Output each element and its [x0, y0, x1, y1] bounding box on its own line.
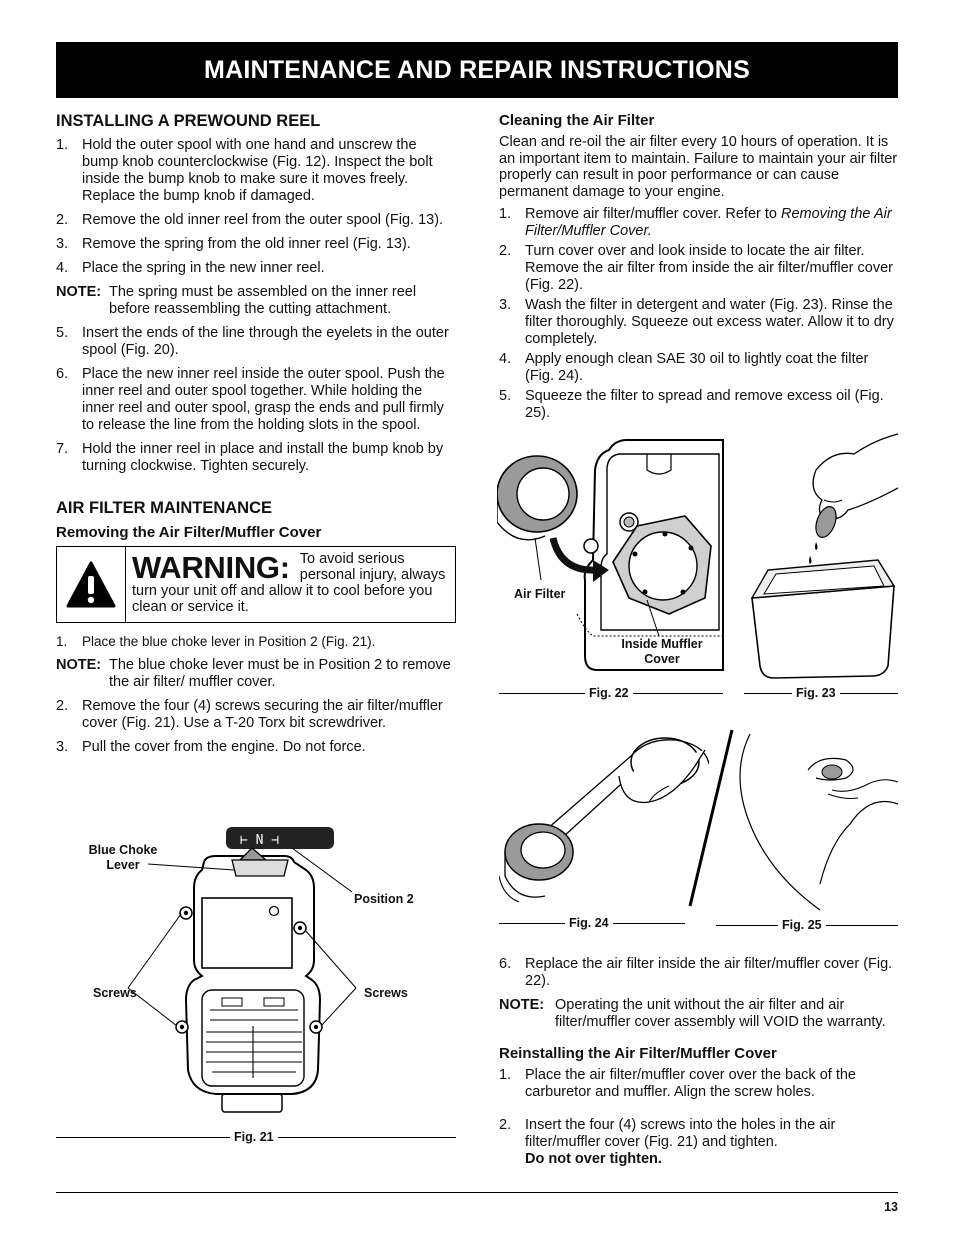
warranty-note: NOTE: Operating the unit without the air filter and air filter/muffler cover assembly will VOID the warranty. — [499, 997, 886, 1030]
prewound-heading: INSTALLING A PREWOUND REEL — [56, 112, 321, 130]
list-item: 3. Wash the filter in detergent and water (Fig. 23). Rinse the filter thoroughly. Squeeze out excess water. Allow it to dry completely. — [499, 297, 894, 347]
airfilter-subheading: Removing the Air Filter/Muffler Cover — [56, 524, 322, 541]
list-item: 3. Pull the cover from the engine. Do not force. — [56, 739, 366, 755]
list-item: 2. Turn cover over and look inside to locate the air filter. Remove the air filter from inside the air filter/muffler cover (Fig. 22). — [499, 243, 894, 293]
list-item: 5. Insert the ends of the line through the eyelets in the outer spool (Fig. 20). — [56, 325, 449, 358]
fig24-illustration — [499, 726, 709, 912]
list-item: 2. Remove the four (4) screws securing the air filter/muffler cover (Fig. 21). Use a T-20 Torx bit screwdriver. — [56, 698, 443, 731]
screws-right-label: Screws — [364, 986, 408, 1000]
page-number: 13 — [884, 1200, 898, 1214]
prewound-note: NOTE: The spring must be assembled on the inner reel before reassembling the cutting attachment. — [56, 284, 417, 317]
list-item: 1. Place the air filter/muffler cover over the back of the carburetor and muffler. Align the screw holes. — [499, 1067, 856, 1100]
warning-icon — [57, 547, 126, 622]
list-item: 5. Squeeze the filter to spread and remove excess oil (Fig. 25). — [499, 388, 884, 421]
fig23-caption: Fig. 23 — [744, 686, 898, 700]
list-item: 6. Replace the air filter inside the air filter/muffler cover (Fig. 22). — [499, 956, 893, 989]
inside-muffler-cover-label: Inside Muffler Cover — [621, 637, 703, 666]
reinstall-steps — [499, 1067, 899, 1168]
list-item: 6. Place the new inner reel inside the outer spool. Push the inner reel and outer spool together. While holding the inner reel and outer spool, grasp the ends and pull firmly to release the line from the holding slots in the spool. — [56, 366, 445, 433]
removing-steps — [56, 633, 456, 650]
footer-rule — [56, 1192, 898, 1193]
fig21-caption: Fig. 21 — [56, 1130, 456, 1144]
cleaning-step-6 — [499, 956, 899, 990]
cleaning-steps — [499, 206, 899, 422]
warning-text: WARNING: To avoid serious personal injury, always turn your unit off and allow it to cool before you clean or service it. — [132, 550, 446, 615]
fig24-caption: Fig. 24 — [499, 916, 685, 930]
page-header — [56, 42, 898, 98]
right-column — [499, 112, 899, 425]
list-item: 4. Apply enough clean SAE 30 oil to lightly coat the filter (Fig. 24). — [499, 351, 869, 384]
air-filter-label: Air Filter — [514, 587, 566, 601]
lower-right-text — [499, 956, 899, 1175]
list-item: 2. Remove the old inner reel from the outer spool (Fig. 13). — [56, 212, 444, 228]
cleaning-heading: Cleaning the Air Filter — [499, 112, 655, 129]
choke-note: NOTE: The blue choke lever must be in Position 2 to remove the air filter/ muffler cover. — [56, 657, 451, 690]
fig25-illustration — [720, 734, 900, 916]
list-item: 4. Place the spring in the new inner reel. — [56, 260, 325, 276]
blue-choke-label: Blue Choke Lever — [88, 843, 158, 872]
fig25-caption: Fig. 25 — [716, 918, 898, 932]
removing-steps-2 — [56, 698, 456, 756]
list-item: 1. Remove air filter/muffler cover. Refer to Removing the Air Filter/Muffler Cover. — [499, 206, 892, 239]
svg-text:⊢ N ⊣: ⊢ N ⊣ — [240, 833, 280, 848]
prewound-steps — [56, 137, 456, 277]
list-item: 3. Remove the spring from the old inner reel (Fig. 13). — [56, 236, 411, 252]
warning-box — [56, 546, 456, 623]
list-item: 2. Insert the four (4) screws into the holes in the air filter/muffler cover (Fig. 21) and tighten. Do not over tighten. — [499, 1117, 836, 1167]
list-item: 1. Hold the outer spool with one hand and unscrew the bump knob counterclockwise (Fig. 12). Inspect the bolt inside the bump knob to make sure it moves freely. Replace the bump knob if damaged. — [56, 137, 433, 204]
airfilter-heading: AIR FILTER MAINTENANCE — [56, 499, 273, 517]
screws-left-label: Screws — [93, 986, 137, 1000]
left-column — [56, 112, 456, 763]
cleaning-intro: Clean and re-oil the air filter every 10 hours of operation. It is an important item to maintain. Failure to maintain your air filter properly can result in poor performance or can cause permanent damage to your engine. — [499, 134, 898, 200]
warning-title: WARNING: — [132, 550, 290, 585]
list-item: 7. Hold the inner reel in place and install the bump knob by turning clockwise. Tighten securely. — [56, 441, 444, 474]
fig23-illustration — [744, 430, 900, 680]
page-title: MAINTENANCE AND REPAIR INSTRUCTIONS — [204, 55, 750, 84]
list-item: 1. Place the blue choke lever in Position 2 (Fig. 21). — [56, 634, 376, 649]
reinstall-heading: Reinstalling the Air Filter/Muffler Cover — [499, 1045, 777, 1062]
fig22-caption: Fig. 22 — [499, 686, 723, 700]
position-2-label: Position 2 — [354, 892, 414, 906]
prewound-steps-2 — [56, 325, 456, 475]
